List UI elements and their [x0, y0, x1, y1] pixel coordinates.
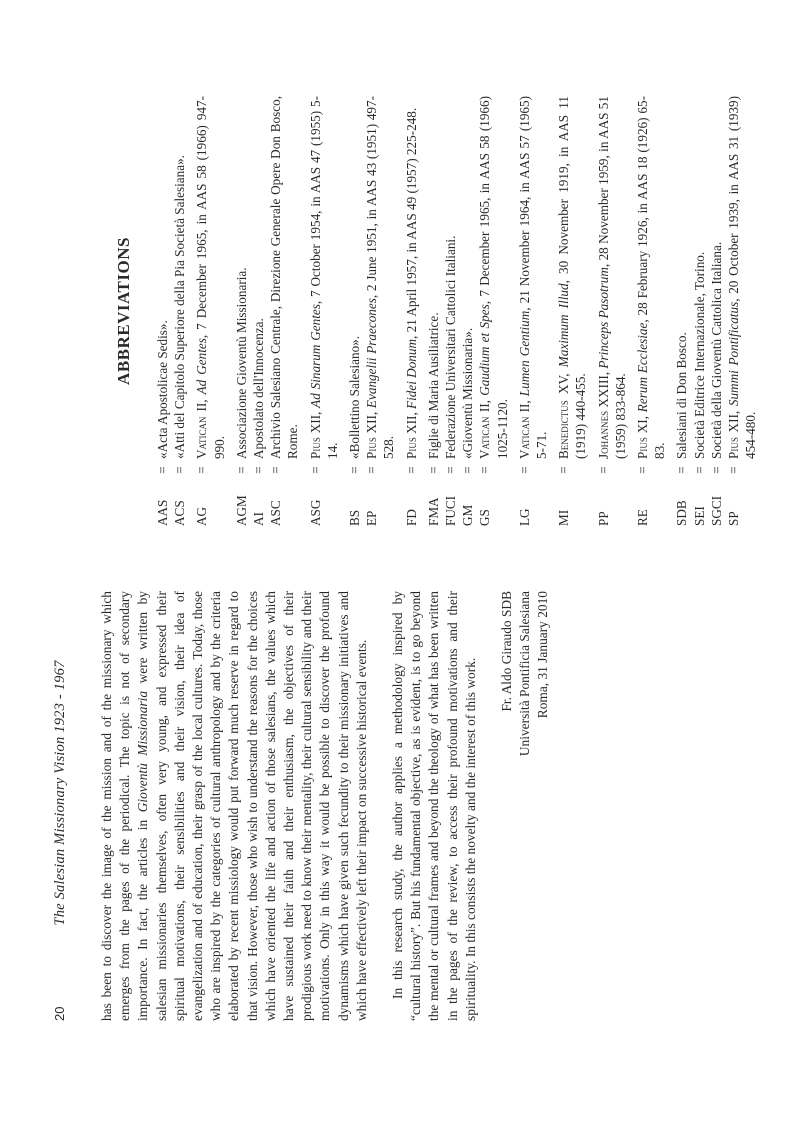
equals-sign: =	[691, 466, 707, 474]
paragraph-1	[98, 591, 371, 1021]
equals-sign: =	[233, 466, 249, 474]
abbr-work: Evangelii Praecones	[364, 298, 380, 409]
abbr-rest: XI,	[635, 412, 651, 438]
abbr-definition: Apostolato dell'Innocenza.	[251, 318, 267, 459]
abbr-rest: II,	[477, 395, 493, 417]
equals-sign: =	[403, 466, 419, 474]
abbr-row-fuci	[442, 96, 459, 526]
abbr-ref: , 20 October 1939, in AAS 31 (1939) 454-480.	[726, 96, 759, 459]
equals-sign: =	[460, 466, 476, 474]
paragraph-2: In this research study, the author applies a methodology inspired by “cultural history”. But his fundamental objective, as is evident, is to go beyond the mental or cultural frames and beyond the theology of what has been written in the pages of the review, to access their profound motivations and their spirituality. In this consists the novelty and the interest of this work.	[390, 591, 478, 1021]
abbr-row-sgci	[708, 96, 725, 526]
abbreviations-title: ABBREVIATIONS	[114, 237, 133, 385]
abbr-row-ep	[363, 96, 397, 526]
signature-name: Fr. Aldo Giraudo SDB	[499, 591, 515, 712]
abbr-ref: , 30 November 1919, in AAS 11 (1919) 440-455.	[556, 96, 589, 459]
abbr-work: Rerum Ecclesiae	[635, 322, 651, 413]
abbr-definition	[363, 96, 397, 459]
abbr-author: Pius	[635, 437, 651, 459]
abbr-definition: Società della Gioventù Cattolica Italiana.	[708, 241, 724, 459]
abbr-key: EP	[364, 510, 380, 526]
equals-sign: =	[251, 466, 267, 474]
page-header	[52, 591, 78, 1021]
abbr-definition	[403, 96, 420, 459]
abbr-row-ag	[193, 96, 227, 526]
abbr-work: Summi Pontificatus	[726, 301, 742, 407]
equals-sign: =	[364, 466, 380, 474]
abbr-definition: «Atti del Capitolo Superiore della Pia Società Salesiana».	[172, 155, 188, 459]
abbr-definition: Federazione Universitari Cattolici Italiani.	[443, 235, 459, 459]
preface-text	[98, 591, 480, 1021]
equals-sign: =	[595, 466, 611, 474]
abbr-definition	[555, 96, 589, 459]
abbr-work: Princeps Pasotrum	[595, 267, 611, 369]
abbr-definition	[516, 96, 550, 459]
equals-sign: =	[307, 466, 323, 474]
abbr-key: MI	[556, 509, 572, 526]
abbr-row-fma	[425, 96, 442, 526]
signature-place-date: Roma, 31 January 2010	[535, 591, 551, 719]
equals-sign: =	[268, 466, 284, 474]
abbr-rest: XXIII,	[595, 368, 611, 411]
abbr-key: BS	[347, 509, 363, 526]
abbr-ref: , 7 October 1954, in AAS 47 (1955) 5-14.	[307, 95, 340, 459]
abbr-row-aas	[154, 96, 171, 526]
abbr-author: Pius	[364, 437, 380, 459]
abbr-author: Benedictus	[556, 400, 572, 459]
abbr-row-mi	[555, 96, 589, 526]
running-title: The Salesian Missionary Vision 1923 - 1967	[52, 660, 68, 926]
abbr-key: ACS	[172, 500, 188, 526]
equals-sign: =	[708, 466, 724, 474]
abbr-key: SEI	[691, 506, 707, 526]
abbr-author: Pius	[307, 437, 323, 459]
abbr-rest: II,	[194, 394, 210, 417]
abbr-key: AG	[194, 506, 210, 526]
abbr-work: Fidei Donum	[403, 338, 419, 409]
abbr-key: PP	[595, 511, 611, 526]
right-page	[52, 96, 760, 526]
abbr-author: Pius	[726, 437, 742, 459]
abbr-row-acs	[171, 96, 188, 526]
abbr-author: Vatican	[477, 416, 493, 459]
page-number: 20	[52, 1006, 67, 1021]
abbr-row-gm	[459, 96, 476, 526]
abbr-key: AI	[251, 512, 267, 526]
abbr-key: FMA	[425, 497, 441, 526]
abbr-definition	[307, 96, 341, 459]
abbreviations-list	[154, 96, 760, 526]
abbr-author: Johannes	[595, 410, 611, 459]
signature-institution: Università Pontificia Salesiana	[517, 591, 533, 757]
equals-sign: =	[194, 466, 210, 474]
abbr-row-sdb	[673, 96, 690, 526]
abbr-definition: Società Editrice Internazionale, Torino.	[691, 251, 707, 459]
abbr-key: GS	[477, 509, 493, 526]
abbr-key: FD	[403, 509, 419, 526]
paragraph-1-part-c: were written by salesian missionaries themselves, often very young, and expressed their spiritual motivations, their sensibilities and their vision, their idea of evangelization and of education, their grasp of the local cultures. Today, those who are inspired by the categories of cultural anthropology and by the criteria elaborated by recent missiology would put forward much reserve in regard to that vision. However, those who wish to understand the reasons for the choices which have oriented the life and action of those salesians, the values which have sustained their faith and their enthusiasm, the objectives of their prodigious work need to know their mentality, their cultural sensibility and their motivations. Only in this way it would be possible to discover the profound dynamisms which have given such fecundity to their missionary initiatives and which have effectively left their impact on successive historical events.	[135, 591, 369, 1021]
equals-sign: =	[477, 466, 493, 474]
abbr-definition	[725, 96, 759, 459]
equals-sign: =	[172, 466, 188, 474]
left-page	[52, 591, 553, 1021]
abbr-key: RE	[635, 509, 651, 526]
abbr-row-asc	[267, 96, 301, 526]
abbr-definition: Salesiani di Don Bosco.	[674, 332, 690, 459]
abbr-key: SDB	[674, 500, 690, 526]
abbr-row-re	[634, 96, 668, 526]
abbr-author: Vatican	[194, 416, 210, 459]
signature-block	[498, 591, 553, 1021]
abbr-ref: , 21 November 1964, in AAS 57 (1965) 5-71.	[516, 96, 550, 459]
abbr-definition: Figlie di Maria Ausiliatrice.	[425, 312, 441, 459]
equals-sign: =	[347, 466, 363, 474]
equals-sign: =	[726, 466, 742, 474]
periodical-title: Gioventù Missionaria	[135, 690, 151, 813]
abbr-row-asg	[307, 96, 341, 526]
equals-sign: =	[425, 466, 441, 474]
abbr-row-lg	[516, 96, 550, 526]
abbr-definition: «Gioventù Missionaria».	[460, 327, 476, 459]
abbr-author: Pius	[403, 437, 419, 459]
abbr-definition	[634, 96, 668, 459]
equals-sign: =	[635, 466, 651, 474]
abbr-key: FUCI	[443, 495, 459, 526]
abbr-key: LG	[516, 508, 532, 526]
abbr-row-fd	[403, 96, 420, 526]
abbr-row-pp	[595, 96, 629, 526]
equals-sign: =	[674, 466, 690, 474]
paragraph-1-part-a: has been to discover the image of the mission and of the missionary which emerges from the pages of the periodical. The topic is not of secondary importance. In fact, the articles in	[99, 591, 151, 1021]
abbr-key: AGM	[233, 495, 249, 526]
abbr-rest: XII,	[364, 408, 380, 438]
equals-sign: =	[155, 466, 170, 474]
abbr-row-gs	[476, 96, 510, 526]
abbr-key: SP	[726, 511, 742, 526]
abbr-ref: , 28 February 1926, in AAS 18 (1926) 65-83.	[635, 96, 668, 459]
abbr-rest: XII,	[726, 406, 742, 438]
abbr-work: Ad Sinarum Gentes	[307, 304, 323, 408]
abbr-rest: XV,	[556, 367, 572, 401]
abbr-work: Lumen Gentium	[516, 310, 532, 397]
abbr-ref: , 7 December 1965, in AAS 58 (1966) 1025-1120.	[477, 96, 510, 459]
abbr-key: ASG	[307, 499, 323, 526]
abbr-key: AAS	[155, 499, 170, 526]
abbr-row-sei	[691, 96, 708, 526]
abbr-row-agm	[233, 96, 250, 526]
abbr-author: Vatican	[516, 416, 532, 459]
equals-sign: =	[556, 466, 572, 474]
abbr-work: Maximum Illud	[556, 283, 572, 368]
abbr-key: GM	[460, 504, 476, 526]
abbr-key: SGCI	[708, 495, 724, 526]
abbr-ref: , 7 December 1965, in AAS 58 (1966) 947-990.	[194, 96, 227, 459]
abbr-ref: , 21 April 1957, in AAS 49 (1957) 225-248.	[403, 107, 419, 339]
abbr-rest: XII,	[403, 408, 419, 438]
abbr-definition	[595, 96, 629, 459]
abbr-definition: «Acta Apostolicae Sedis».	[155, 320, 170, 459]
abbr-rest: XII,	[307, 407, 323, 438]
abbr-definition: Archivio Salesiano Centrale, Direzione Generale Opere Don Bosco, Rome.	[268, 96, 301, 459]
abbr-row-bs	[346, 96, 363, 526]
abbr-work: Ad Gentes	[194, 338, 210, 395]
abbr-work: Gaudium et Spes	[477, 304, 493, 396]
abbr-key: ASC	[268, 500, 284, 526]
abbr-rest: II,	[516, 396, 532, 417]
abbr-row-ai	[250, 96, 267, 526]
abbr-definition: Associazione Gioventù Missionaria.	[233, 267, 249, 459]
abbr-definition	[476, 96, 510, 459]
abbr-definition	[193, 96, 227, 459]
equals-sign: =	[516, 466, 532, 474]
abbr-row-sp	[725, 96, 759, 526]
abbr-definition: «Bollettino Salesiano».	[347, 335, 363, 459]
abbr-ref: , 2 June 1951, in AAS 43 (1951) 497-528.	[364, 96, 397, 459]
abbr-ref: , 28 November 1959, in AAS 51 (1959) 833-864.	[595, 96, 628, 459]
equals-sign: =	[443, 466, 459, 474]
